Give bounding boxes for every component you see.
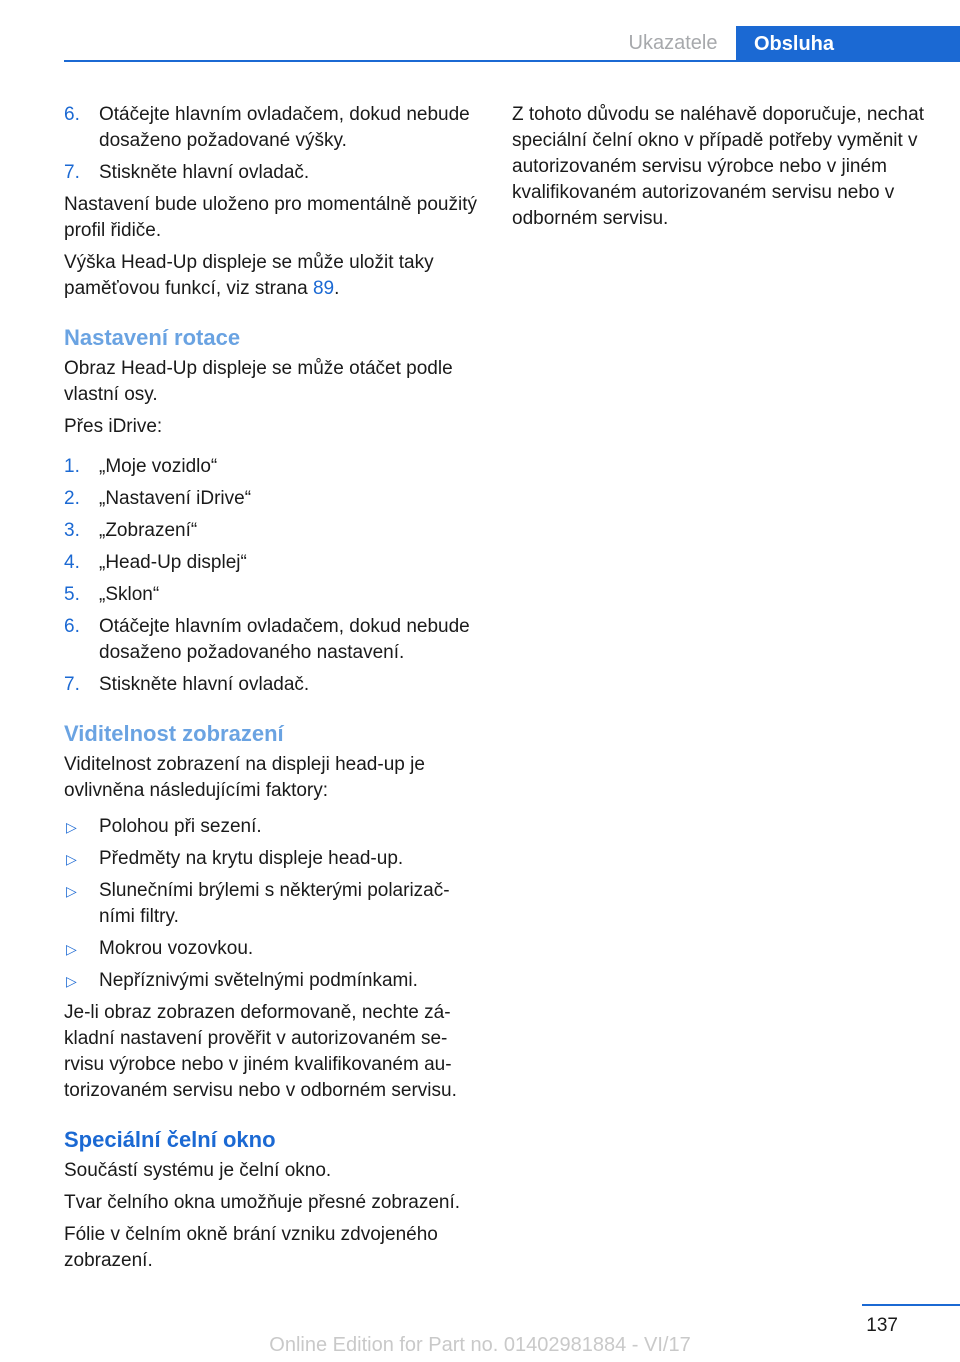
footer-divider xyxy=(862,1304,960,1306)
paragraph: Obraz Head-Up displeje se může otáčet podle vlastní osy. xyxy=(64,358,453,405)
step-number: 6. xyxy=(64,616,80,637)
step-number: 2. xyxy=(64,488,80,509)
list-item xyxy=(64,878,478,930)
list-item xyxy=(64,936,478,962)
step-number: 3. xyxy=(64,520,80,541)
step-text: „Zobrazení“ xyxy=(99,520,198,541)
paragraph: Přes iDrive: xyxy=(64,416,163,437)
paragraph-text: Výška Head-Up displeje se může uložit taky paměťovou funkcí, viz strana xyxy=(64,252,434,299)
step-number: 4. xyxy=(64,552,80,573)
page-link[interactable]: 89 xyxy=(312,278,335,299)
bullet-triangle-icon: ▷ xyxy=(66,883,77,899)
step-number: 1. xyxy=(64,456,80,477)
bullet-text: Mokrou vozovkou. xyxy=(99,938,254,959)
step-text: „Head-Up displej“ xyxy=(99,552,247,573)
step-text: Otáčejte hlavním ovladačem, dokud nebude dosaženo požadovaného nastavení. xyxy=(99,616,470,663)
step-number: 6. xyxy=(64,104,80,125)
bullet-triangle-icon: ▷ xyxy=(66,973,77,989)
step-number: 7. xyxy=(64,674,80,695)
section-heading: Nastavení rotace xyxy=(64,325,241,350)
header-divider xyxy=(64,60,960,62)
list-item xyxy=(64,846,478,872)
tab-ukazatele[interactable]: Ukazatele xyxy=(628,32,718,54)
paragraph: Tvar čelního okna umožňuje přesné zobrazení. xyxy=(64,1192,461,1213)
step-number: 7. xyxy=(64,162,80,183)
step-text: Otáčejte hlavním ovladačem, dokud nebude dosaženo požadované výšky. xyxy=(99,104,470,151)
list-item xyxy=(64,814,478,840)
page-number: 137 xyxy=(866,1315,898,1336)
paragraph: Součástí systému je čelní okno. xyxy=(64,1160,332,1181)
list-item xyxy=(64,614,478,666)
paragraph: Je-li obraz zobrazen deformovaně, nechte základní nastavení prověřit v autorizovaném servisu výrobce nebo v jiném kvalifikovaném autorizovaném servisu nebo v odborném servisu. xyxy=(64,1002,457,1101)
paragraph-text: . xyxy=(334,278,340,299)
bullet-text: Polohou při sezení. xyxy=(99,816,262,837)
list-item xyxy=(64,454,478,480)
list-item xyxy=(64,968,478,994)
list-item xyxy=(64,550,478,576)
step-text: „Nastavení iDrive“ xyxy=(99,488,252,509)
section-heading: Speciální čelní okno xyxy=(64,1127,276,1152)
paragraph: Z tohoto důvodu se naléhavě doporučuje, nechat speciální čelní okno v případě potřeby vyměnit v autorizovaném servisu výrobce nebo v jiném kvalifikovaném autorizovaném servisu nebo v odborném servisu. xyxy=(512,104,924,229)
edition-footer: Online Edition for Part no. 01402981884 - VI/17 xyxy=(269,1334,691,1356)
list-item xyxy=(64,582,478,608)
step-number: 5. xyxy=(64,584,80,605)
step-text: „Moje vozidlo“ xyxy=(99,456,218,477)
paragraph xyxy=(64,250,478,302)
bullet-triangle-icon: ▷ xyxy=(66,819,77,835)
list-item xyxy=(64,518,478,544)
bullet-text: Nepříznivými světelnými podmínkami. xyxy=(99,970,418,991)
list-item xyxy=(64,102,478,154)
paragraph: Fólie v čelním okně brání vzniku zdvojeného zobrazení. xyxy=(64,1224,438,1271)
list-item xyxy=(64,672,478,698)
bullet-triangle-icon: ▷ xyxy=(66,941,77,957)
paragraph: Viditelnost zobrazení na displeji head-up je ovlivněna následujícími faktory: xyxy=(64,754,425,801)
tab-obsluha[interactable]: Obsluha xyxy=(736,26,960,62)
paragraph: Nastavení bude uloženo pro momentálně použitý profil řidiče. xyxy=(64,194,477,241)
step-text: Stiskněte hlavní ovladač. xyxy=(99,162,310,183)
list-item xyxy=(64,486,478,512)
left-column xyxy=(64,102,478,1280)
bullet-triangle-icon: ▷ xyxy=(66,851,77,867)
right-column xyxy=(512,102,926,238)
bullet-text: Slunečními brýlemi s některými polarizačními filtry. xyxy=(99,880,450,927)
bullet-text: Předměty na krytu displeje head-up. xyxy=(99,848,404,869)
list-item xyxy=(64,160,478,186)
section-heading: Viditelnost zobrazení xyxy=(64,721,284,746)
step-text: „Sklon“ xyxy=(99,584,160,605)
step-text: Stiskněte hlavní ovladač. xyxy=(99,674,310,695)
